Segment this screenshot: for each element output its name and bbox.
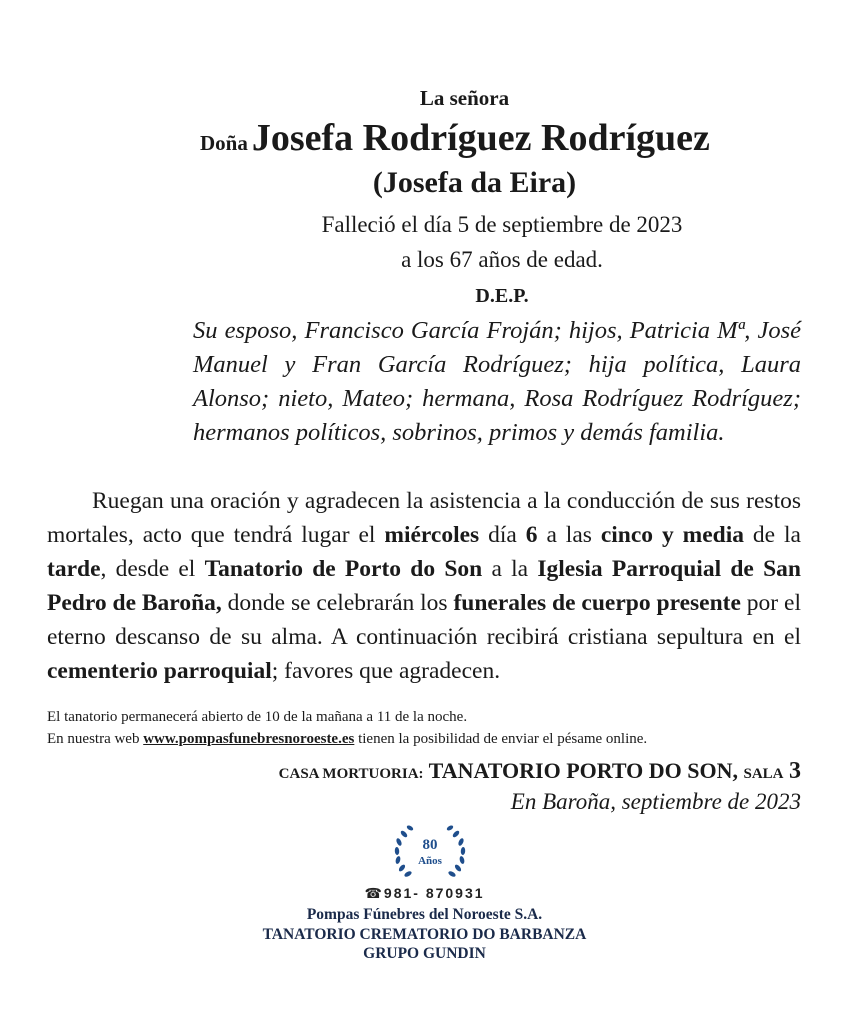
ceremony-text: a las bbox=[537, 522, 601, 548]
ceremony-text: donde se celebrarán los bbox=[221, 590, 454, 616]
ceremony-cemetery: cementerio parroquial bbox=[47, 658, 272, 684]
intro-text: La señora bbox=[419, 86, 510, 110]
casa-label: CASA MORTUORIA: bbox=[278, 766, 424, 782]
ceremony-church: Iglesia Parroquial de San Pedro de Baroña, bbox=[47, 556, 801, 616]
family-paragraph: Su esposo, Francisco García Froján; hijos, Patricia Mª, José Manuel y Fran García Rodríguez; hija política, Laura Alonso; nieto, Mateo; hermana, Rosa Rodríguez Rodríguez; hermanos políticos, sobrinos, primos y demás familia. bbox=[193, 317, 801, 446]
nickname: (Josefa da Eira) bbox=[372, 166, 577, 199]
ceremony-text: día bbox=[479, 522, 526, 548]
company-crematorium: TANATORIO CREMATORIO DO BARBANZA bbox=[262, 925, 587, 943]
logo-number: 80 bbox=[422, 837, 438, 853]
ceremony-time: cinco y media bbox=[600, 522, 744, 548]
company-group: GRUPO GUNDIN bbox=[363, 945, 486, 962]
phone-icon: ☎ bbox=[364, 885, 384, 901]
ceremony-period: tarde bbox=[47, 556, 101, 582]
dep-heading: D.E.P. bbox=[475, 285, 529, 307]
age-at-death: a los 67 años de edad. bbox=[401, 247, 603, 272]
opening-hours-note: El tanatorio permanecerá abierto de 10 de la mañana a 11 de la noche. bbox=[47, 709, 468, 725]
deceased-name: Josefa Rodríguez Rodríguez bbox=[251, 117, 710, 159]
website-link[interactable]: www.pompasfunebresnoroeste.es bbox=[143, 731, 355, 747]
web-note bbox=[47, 731, 647, 748]
web-note-suffix: tienen la posibilidad de enviar el pésame online. bbox=[354, 731, 648, 747]
death-date: Falleció el día 5 de septiembre de 2023 bbox=[321, 212, 683, 237]
ceremony-paragraph bbox=[47, 484, 801, 688]
casa-sala-label: SALA bbox=[743, 766, 784, 782]
ceremony-text: Ruegan una oración y agradecen la asistencia a la conducción de sus restos mortales, acto que tendrá lugar el bbox=[47, 488, 801, 548]
ceremony-text: de la bbox=[744, 522, 801, 548]
80-years-laurel-logo bbox=[390, 822, 470, 882]
phone-number: 981- 870931 bbox=[383, 885, 485, 901]
casa-sala-number: 3 bbox=[789, 758, 801, 784]
ceremony-origin: Tanatorio de Porto do Son bbox=[204, 556, 483, 582]
ceremony-text: , desde el bbox=[100, 556, 205, 582]
casa-place: TANATORIO PORTO DO SON, bbox=[428, 758, 738, 783]
web-note-prefix: En nuestra web bbox=[47, 731, 144, 747]
name-prefix: Doña bbox=[200, 131, 248, 155]
company-block bbox=[0, 905, 849, 964]
ceremony-text: a la bbox=[482, 556, 538, 582]
casa-mortuoria-line bbox=[279, 758, 801, 785]
ceremony-funeral-type: funerales de cuerpo presente bbox=[453, 590, 741, 616]
place-date: En Baroña, septiembre de 2023 bbox=[510, 789, 801, 814]
phone-line bbox=[0, 885, 849, 902]
company-name: Pompas Fúnebres del Noroeste S.A. bbox=[306, 906, 543, 923]
ceremony-day-name: miércoles bbox=[384, 522, 480, 548]
ceremony-text: por el eterno descanso de su alma. A continuación recibirá cristiana sepultura en el bbox=[47, 590, 801, 650]
ceremony-day-number: 6 bbox=[525, 522, 538, 548]
ceremony-text: ; favores que agradecen. bbox=[271, 658, 501, 684]
deceased-name-line bbox=[200, 116, 820, 160]
logo-word: Años bbox=[418, 855, 442, 867]
